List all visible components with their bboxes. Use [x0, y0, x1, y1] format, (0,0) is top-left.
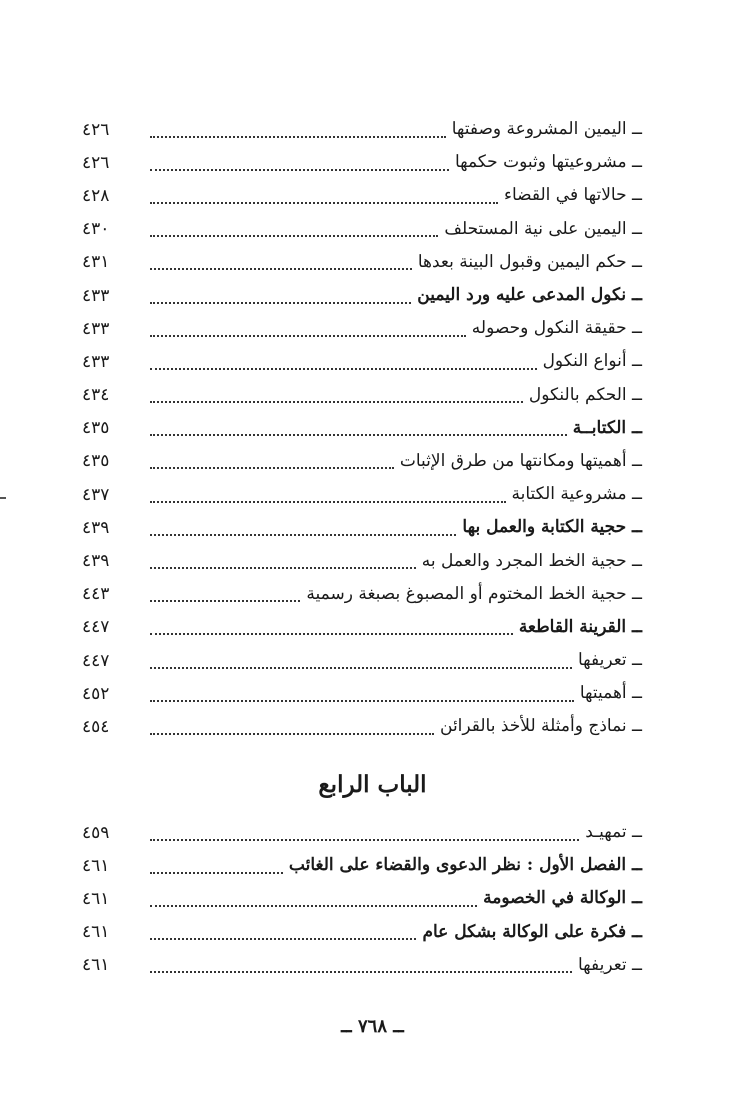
toc-entry: [82, 882, 642, 915]
dot-leader: [150, 872, 283, 874]
toc-entry: [82, 279, 642, 312]
dot-leader: [150, 434, 567, 436]
toc-entry: [82, 949, 642, 982]
dot-leader: [150, 169, 449, 171]
dot-leader: [150, 335, 466, 337]
toc-entry-page: ٤٥٩: [82, 822, 110, 843]
toc-entry-title: ــ اليمين المشروعة وصفتها: [451, 119, 642, 140]
toc-entry: [82, 644, 642, 677]
toc-entry-title: ــ حكم اليمين وقبول البينة بعدها: [417, 251, 642, 272]
toc-entry-title: ــ فكرة على الوكالة بشكل عام: [422, 921, 642, 942]
toc-entry: [82, 146, 642, 179]
toc-entry-title: ــ تمهيـد: [585, 822, 642, 843]
toc-entry-title: ــ نماذج وأمثلة للأخذ بالقرائن: [440, 716, 642, 737]
dot-leader: [150, 633, 513, 635]
toc-entry: [82, 816, 642, 849]
toc-list-bottom: [82, 816, 642, 982]
page-number-footer: ــ ٧٦٨ ــ: [341, 1016, 404, 1037]
toc-entry-title: ــ الوكالة في الخصومة: [483, 888, 642, 909]
margin-mark: [0, 497, 6, 499]
toc-entry-page: ٤٣٩: [82, 551, 110, 572]
toc-entry-page: ٤٦١: [82, 855, 110, 876]
dot-leader: [150, 905, 477, 907]
toc-entry-title: ــ حجية الخط المجرد والعمل به: [421, 550, 642, 571]
dot-leader: [150, 136, 446, 138]
toc-entry-page: ٤٣٩: [82, 517, 110, 538]
toc-entry: [82, 677, 642, 710]
toc-entry-title: ــ اليمين على نية المستحلف: [444, 218, 642, 239]
toc-entry: [82, 179, 642, 212]
dot-leader: [150, 467, 394, 469]
toc-entry-page: ٤٥٢: [82, 683, 110, 704]
toc-entry: [82, 345, 642, 378]
toc-entry: [82, 312, 642, 345]
toc-entry-title: ــ الحكم بالنكول: [528, 384, 642, 405]
dot-leader: [150, 667, 572, 669]
toc-entry-page: ٤٤٣: [82, 584, 110, 605]
dot-leader: [150, 202, 498, 204]
toc-entry: [82, 412, 642, 445]
dot-leader: [150, 235, 438, 237]
dot-leader: [150, 938, 416, 940]
toc-entry-page: ٤٣٣: [82, 318, 110, 339]
toc-entry-title: ــ القرينة القاطعة: [518, 616, 642, 637]
toc-entry-title: ــ أنواع النكول: [542, 351, 642, 372]
dot-leader: [150, 534, 456, 536]
toc-entry-title: ــ حالاتها في القضاء: [503, 185, 642, 206]
toc-entry-page: ٤٣٥: [82, 418, 110, 439]
toc-entry-page: ٤٦١: [82, 922, 110, 943]
toc-entry: [82, 544, 642, 577]
dot-leader: [150, 268, 412, 270]
toc-entry-page: ٤٤٧: [82, 617, 110, 638]
dot-leader: [150, 401, 523, 403]
dot-leader: [150, 733, 434, 735]
dot-leader: [150, 368, 537, 370]
toc-entry: [82, 710, 642, 743]
toc-entry: [82, 916, 642, 949]
toc-list-top: [82, 113, 642, 744]
toc-entry-page: ٤٦١: [82, 955, 110, 976]
toc-entry-page: ٤٤٧: [82, 650, 110, 671]
toc-entry-title: ــ نكول المدعى عليه ورد اليمين: [417, 285, 642, 306]
toc-entry: [82, 849, 642, 882]
dot-leader: [150, 839, 579, 841]
toc-entry-title: ــ الكتابــة: [572, 417, 642, 438]
toc-entry-page: ٤٦١: [82, 888, 110, 909]
toc-entry-title: ــ الفصل الأول : نظر الدعوى والقضاء على الغائب: [288, 855, 642, 876]
dot-leader: [150, 567, 416, 569]
toc-entry-page: ٤٣٣: [82, 285, 110, 306]
toc-entry: [82, 578, 642, 611]
dot-leader: [150, 700, 574, 702]
toc-entry-page: ٤٢٨: [82, 185, 110, 206]
toc-entry: [82, 611, 642, 644]
toc-entry: [82, 511, 642, 544]
toc-entry-page: ٤٣١: [82, 252, 110, 273]
toc-entry-title: ــ أهميتها: [579, 683, 642, 704]
toc-entry-title: ــ حجية الكتابة والعمل بها: [462, 517, 642, 538]
toc-entry-page: ٤٣٥: [82, 451, 110, 472]
toc-entry-title: ــ تعريفها: [577, 954, 642, 975]
toc-entry-page: ٤٣٤: [82, 385, 110, 406]
toc-entry-title: ــ حجية الخط المختوم أو المصبوغ بصبغة رسمية: [306, 583, 642, 604]
toc-entry-title: ــ أهميتها ومكانتها من طرق الإثبات: [399, 450, 642, 471]
toc-entry: [82, 113, 642, 146]
toc-entry-title: ــ مشروعية الكتابة: [511, 484, 642, 505]
toc-entry-page: ٤٣٠: [82, 219, 110, 240]
toc-entry: [82, 478, 642, 511]
toc-entry-title: ــ مشروعيتها وثبوت حكمها: [454, 152, 642, 173]
dot-leader: [150, 600, 300, 602]
toc-entry-page: ٤٣٣: [82, 351, 110, 372]
toc-entry: [82, 379, 642, 412]
toc-entry-page: ٤٥٤: [82, 716, 110, 737]
dot-leader: [150, 302, 411, 304]
chapter-heading: الباب الرابع: [318, 771, 427, 798]
toc-entry-page: ٤٢٦: [82, 119, 110, 140]
toc-entry: [82, 213, 642, 246]
toc-entry-page: ٤٢٦: [82, 152, 110, 173]
toc-entry-title: ــ تعريفها: [577, 650, 642, 671]
dot-leader: [150, 501, 506, 503]
toc-entry: [82, 246, 642, 279]
toc-entry-title: ــ حقيقة النكول وحصوله: [471, 318, 642, 339]
toc-entry-page: ٤٣٧: [82, 484, 110, 505]
dot-leader: [150, 971, 572, 973]
toc-entry: [82, 445, 642, 478]
